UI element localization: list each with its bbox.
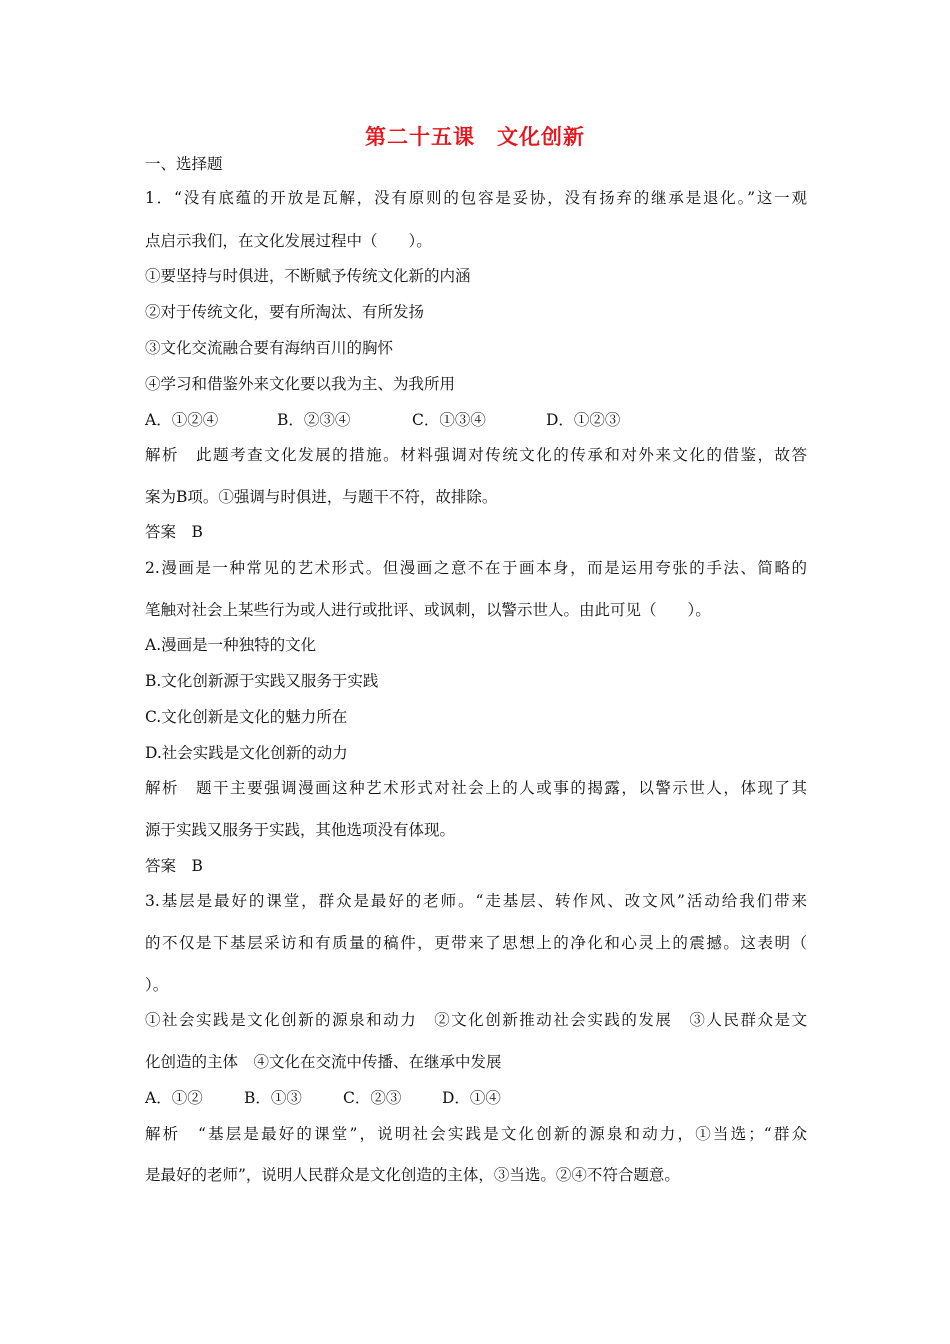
question-3-option-a: A．①② [145,1089,203,1107]
question-3-option-c: C．②③ [343,1089,402,1107]
question-2-option-c: C.文化创新是文化的魅力所在 [145,708,348,726]
question-2-answer: 答案 B [145,857,203,875]
question-2-analysis-line-1: 解析 题干主要强调漫画这种艺术形式对社会上的人或事的揭露，以警示世人，体现了其 [145,779,807,797]
question-1-answer: 答案 B [145,523,203,541]
question-1-statement-3: ③文化交流融合要有海纳百川的胸怀 [145,339,394,357]
question-1-analysis-line-1: 解析 此题考查文化发展的措施。材料强调对传统文化的传承和对外来文化的借鉴，故答 [145,446,807,464]
question-1-option-c: C．①③④ [412,411,486,429]
question-1-option-a: A．①②④ [145,411,219,429]
question-3-statements-line-1: ①社会实践是文化创新的源泉和动力 ②文化创新推动社会实践的发展 ③人民群众是文 [145,1011,807,1029]
question-1-analysis-line-2: 案为B项。①强调与时俱进，与题干不符，故排除。 [145,488,498,506]
question-2-option-b: B.文化创新源于实践又服务于实践 [145,672,379,690]
page-title: 第二十五课 文化创新 [365,125,585,149]
question-1-option-b: B．②③④ [277,411,351,429]
question-1-stem-line-1: 1．“没有底蕴的开放是瓦解，没有原则的包容是妥协，没有扬弃的继承是退化。”这一观 [145,189,807,207]
question-2-option-a: A.漫画是一种独特的文化 [145,636,317,654]
question-3-analysis-line-1: 解析 “基层是最好的课堂”，说明社会实践是文化创新的源泉和动力，①当选；“群众 [145,1125,807,1143]
question-1-stem-line-2: 点启示我们，在文化发展过程中（ ）。 [145,232,432,250]
question-2-option-d: D.社会实践是文化创新的动力 [145,744,348,762]
question-3-option-d: D．①④ [442,1089,501,1107]
question-3-statements-line-2: 化创造的主体 ④文化在交流中传播、在继承中发展 [145,1053,502,1071]
question-1-statement-1: ①要坚持与时俱进，不断赋予传统文化新的内涵 [145,267,471,285]
question-3-analysis-line-2: 是最好的老师”，说明人民群众是文化创造的主体，③当选。②④不符合题意。 [145,1166,680,1184]
question-2-stem-line-1: 2.漫画是一种常见的艺术形式。但漫画之意不在于画本身，而是运用夸张的手法、简略的 [145,559,807,577]
question-2-stem-line-2: 笔触对社会上某些行为或人进行或批评、或讽刺，以警示世人。由此可见（ ）。 [145,601,711,619]
question-1-option-d: D．①②③ [546,411,621,429]
question-2-analysis-line-2: 源于实践又服务于实践，其他选项没有体现。 [145,821,456,839]
question-3-stem-line-2: 的不仅是下基层采访和有质量的稿件，更带来了思想上的净化和心灵上的震撼。这表明（ [145,934,807,952]
question-1-statement-4: ④学习和借鉴外来文化要以我为主、为我所用 [145,375,456,393]
question-3-stem-line-1: 3.基层是最好的课堂，群众是最好的老师。“走基层、转作风、改文风”活动给我们带来 [145,892,807,910]
question-3-stem-line-3: ）。 [145,976,169,994]
question-1-statement-2: ②对于传统文化，要有所淘汰、有所发扬 [145,303,425,321]
section-heading: 一、选择题 [145,155,223,173]
question-3-option-b: B．①③ [244,1089,302,1107]
